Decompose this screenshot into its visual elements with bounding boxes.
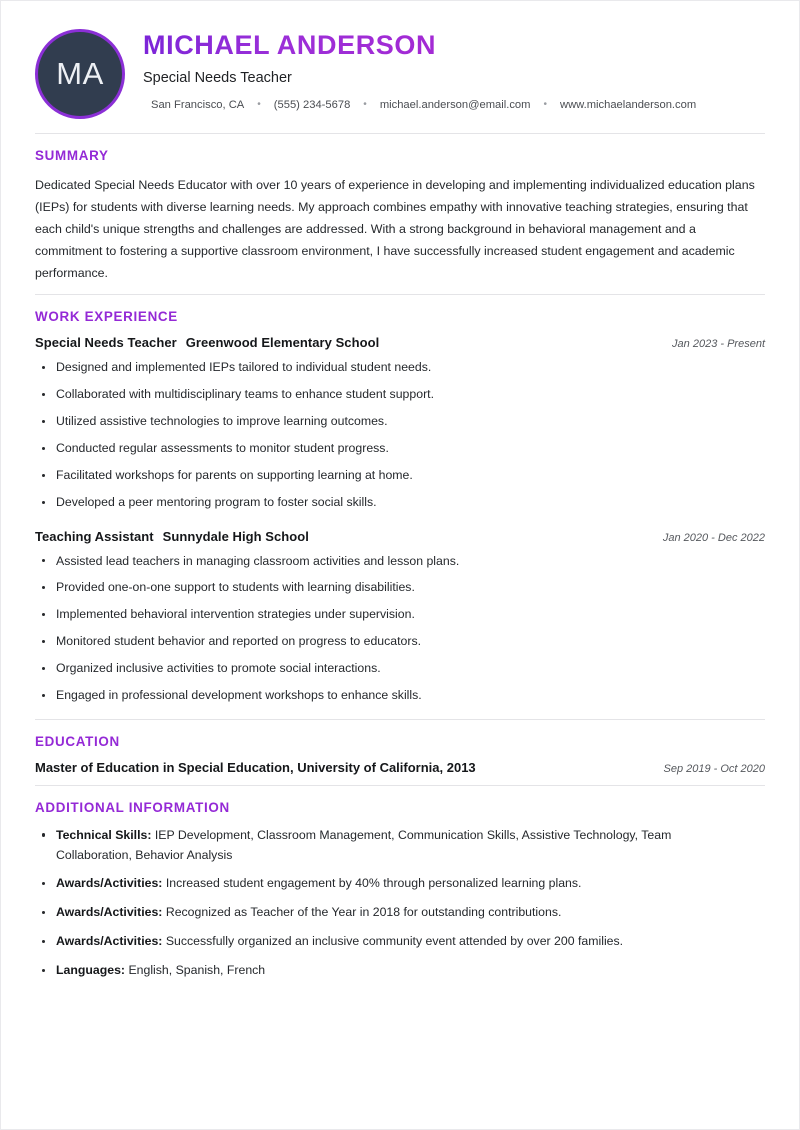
experience-job-title: Special Needs Teacher (35, 335, 177, 351)
info-label: Awards/Activities: (56, 876, 163, 891)
list-item: Utilized assistive technologies to improve learning outcomes. (35, 412, 765, 430)
section-title-work-experience: WORK EXPERIENCE (35, 309, 178, 325)
list-item: Provided one-on-one support to students with learning disabilities. (35, 578, 765, 596)
education-entry (35, 760, 765, 775)
list-item: Collaborated with multidisciplinary teams to enhance student support. (35, 385, 765, 403)
contact-phone[interactable]: (555) 234-5678 (273, 99, 351, 112)
contact-location: San Francisco, CA (151, 99, 245, 112)
list-item (35, 961, 725, 981)
info-value: IEP Development, Classroom Management, Communication Skills, Assistive Technology, Team Collaboration, Behavior Analysis (56, 827, 672, 862)
additional-information-list (35, 826, 725, 981)
experience-title-company (35, 335, 379, 350)
info-value: Successfully organized an inclusive community event attended by over 200 families. (165, 934, 624, 949)
experience-bullet-list (35, 358, 765, 511)
info-label: Technical Skills: (56, 827, 152, 842)
list-item: Facilitated workshops for parents on supporting learning at home. (35, 466, 765, 484)
list-item (35, 826, 725, 866)
summary-text: Dedicated Special Needs Educator with over 10 years of experience in developing and implementing individualized education plans (IEPs) for students with diverse learning needs. My approach combines empathy with innovative teaching strategies, ensuring that each child's unique strengths and challenges are addressed. With a strong background in behavioral management and a commitment to fostering a supportive classroom environment, I have successfully increased student engagement and academic performance. (35, 178, 755, 281)
page-title: MICHAEL ANDERSON (143, 30, 437, 60)
job-role-subtitle: Special Needs Teacher (143, 70, 292, 87)
list-item: Developed a peer mentoring program to foster social skills. (35, 493, 765, 511)
list-item (35, 903, 725, 923)
list-item: Implemented behavioral intervention strategies under supervision. (35, 605, 765, 623)
experience-date-range: Jan 2023 - Present (672, 338, 765, 351)
experience-job-title: Teaching Assistant (35, 528, 154, 544)
section-title-summary: SUMMARY (35, 148, 109, 163)
education-date-range: Sep 2019 - Oct 2020 (663, 762, 765, 775)
info-label: Awards/Activities: (56, 905, 163, 920)
section-education (35, 720, 765, 785)
list-item: Organized inclusive activities to promote social interactions. (35, 659, 765, 677)
experience-title-company (35, 529, 309, 544)
list-item: Engaged in professional development workshops to enhance skills. (35, 686, 765, 704)
info-label: Languages: (56, 963, 126, 978)
experience-date-range: Jan 2020 - Dec 2022 (662, 531, 765, 544)
experience-entry (35, 335, 765, 511)
section-work-experience (35, 295, 765, 718)
experience-bullet-list (35, 552, 765, 705)
contact-website[interactable]: www.michaelanderson.com (559, 99, 697, 112)
list-item: Conducted regular assessments to monitor student progress. (35, 439, 765, 457)
section-title-additional-information: ADDITIONAL INFORMATION (35, 799, 230, 815)
resume-header (35, 27, 765, 133)
contact-email[interactable]: michael.anderson@email.com (379, 99, 531, 112)
list-item: Designed and implemented IEPs tailored to individual student needs. (35, 358, 765, 376)
list-item: Monitored student behavior and reported on progress to educators. (35, 632, 765, 650)
info-value: English, Spanish, French (128, 963, 266, 978)
experience-company: Sunnydale High School (162, 528, 309, 544)
experience-company: Greenwood Elementary School (185, 335, 380, 351)
experience-entry (35, 529, 765, 705)
section-summary (35, 134, 765, 294)
contact-separator-icon: • (257, 99, 261, 111)
section-title-education: EDUCATION (35, 733, 120, 749)
header-text-block (143, 27, 765, 111)
list-item: Assisted lead teachers in managing classroom activities and lesson plans. (35, 552, 765, 570)
experience-header (35, 529, 765, 544)
list-item (35, 874, 725, 894)
education-degree: Master of Education in Special Education, University of California, 2013 (35, 759, 476, 775)
info-value: Increased student engagement by 40% through personalized learning plans. (165, 876, 582, 891)
contact-line (143, 99, 765, 111)
avatar-initials: MA (56, 56, 104, 91)
list-item (35, 932, 725, 952)
info-value: Recognized as Teacher of the Year in 2018 for outstanding contributions. (165, 905, 562, 920)
contact-separator-icon: • (363, 99, 367, 111)
avatar (35, 29, 125, 119)
info-label: Awards/Activities: (56, 934, 163, 949)
contact-separator-icon: • (543, 99, 547, 111)
section-additional-information (35, 786, 765, 991)
experience-header (35, 335, 765, 350)
